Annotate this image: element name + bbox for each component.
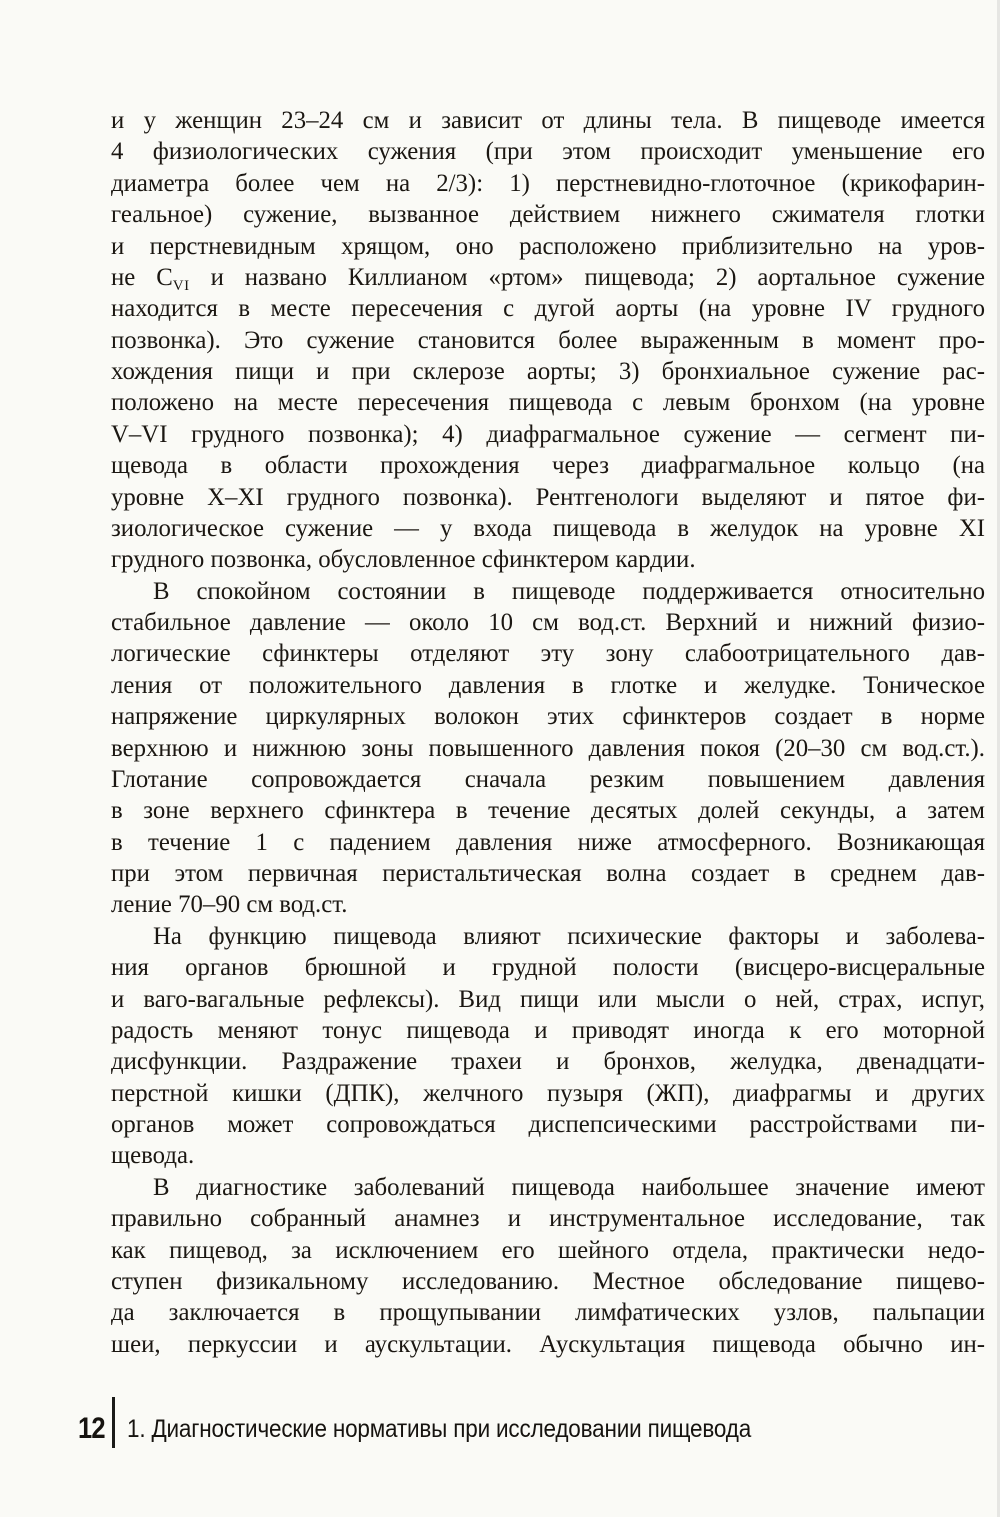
text-line: шеи, перкуссии и аускультации. Аускультация пищевода обычно ин- [111,1330,985,1358]
text-line: щевода в области прохождения через диафрагмальное кольцо (на [111,452,985,480]
text-line: в течение 1 с падением давления ниже атмосферного. Возникающая [111,828,985,856]
chapter-title: 1. Диагностические нормативы при исследовании пищевода [127,1415,752,1443]
text-line: хождения пищи и при склерозе аорты; 3) бронхиальное сужение рас- [111,358,985,385]
text-line: уровне X–XI грудного позвонка). Рентгенологи выделяют и пятое фи- [111,483,985,511]
text-line: в зоне верхнего сфинктера в течение десятых долей секунды, а затем [111,797,985,825]
text-line: диаметра более чем на 2/3): 1) перстневидно-глоточное (крикофарин- [111,169,985,197]
text-line: стабильное давление — около 10 см вод.ст. Верхний и нижний физио- [111,609,985,636]
body-text [111,105,985,1360]
text-line: грудного позвонка, обусловленное сфинктером кардии. [111,546,696,574]
text-line: В спокойном состоянии в пищеводе поддерживается относительно [153,577,985,605]
page-number: 12 [78,1412,105,1445]
text-line: находится в месте пересечения с дугой аорты (на уровне IV грудного [111,295,985,323]
text-line: В диагностике заболеваний пищевода наибольшее значение имеют [153,1173,985,1201]
text-line: V–VI грудного позвонка); 4) диафрагмальное сужение — сегмент пи- [111,420,985,448]
text-line: Глотание сопровождается сначала резким повышением давления [111,765,985,793]
text-line: ния органов брюшной и грудной полости (висцеро-висцеральные [111,954,985,982]
text-line: органов может сопровождаться диспепсическими расстройствами пи- [111,1111,985,1138]
text-line: перстной кишки (ДПК), желчного пузыря (ЖП), диафрагмы и других [111,1079,985,1107]
text-line: и у женщин 23–24 см и зависит от длины тела. В пищеводе имеется [111,107,985,134]
text-line: зиологическое сужение — у входа пищевода в желудок на уровне XI [111,514,985,542]
footer-divider-line [112,1397,115,1448]
text-line: радость меняют тонус пищевода и приводят иногда к его моторной [111,1016,985,1044]
text-line: и перстневидным хрящом, оно расположено приблизительно на уров- [111,232,985,260]
text-line: логические сфинктеры отделяют эту зону слабоотрицательного дав- [111,640,985,668]
text-line: ступен физикальному исследованию. Местное обследование пищево- [111,1267,985,1295]
subscript-c6-vertebra: VI [172,277,190,294]
text-line: при этом первичная перистальтическая волна создает в среднем дав- [111,860,985,887]
text-line: 4 физиологических сужения (при этом происходит уменьшение его [111,138,985,166]
text-line: да заключается в прощупывании лимфатических узлов, пальпации [111,1299,985,1327]
text-line: дисфункции. Раздражение трахеи и бронхов, желудка, двенадцати- [111,1048,985,1076]
text-line: и ваго-вагальные рефлексы). Вид пищи или мысли о ней, страх, испуг, [111,985,985,1013]
text-line: геальное) сужение, вызванное действием нижнего сжимателя глотки [111,201,985,229]
text-line: напряжение циркулярных волокон этих сфинктеров создает в норме [111,703,985,731]
text-segment: не С [111,263,173,291]
text-line: ления от положительного давления в глотке и желудке. Тоническое [111,671,985,699]
text-line: как пищевод, за исключением его шейного отдела, практически недо- [111,1236,985,1264]
text-line: ление 70–90 см вод.ст. [111,891,348,919]
text-line: позвонка). Это сужение становится более выраженным в момент про- [111,326,985,354]
text-line: верхнюю и нижнюю зоны повышенного давления покоя (20–30 см вод.ст.). [111,734,985,762]
text-line-with-subscript [111,262,985,293]
text-line: На функцию пищевода влияют психические факторы и заболева- [153,922,985,950]
text-line: положено на месте пересечения пищевода с левым бронхом (на уровне [111,389,985,417]
text-line: щевода. [111,1142,195,1170]
text-line: правильно собранный анамнез и инструментальное исследование, так [111,1205,985,1233]
text-segment: и названо Киллианом «ртом» пищевода; 2) аортальное сужение [189,263,986,291]
